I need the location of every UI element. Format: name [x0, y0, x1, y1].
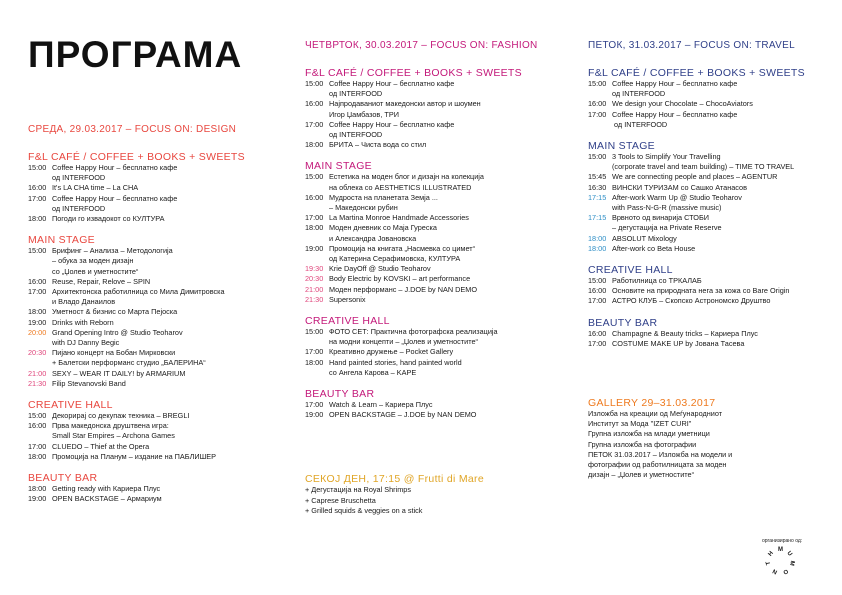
event-text: Champagne & Beauty tricks – Кариера Плус [612, 328, 758, 338]
time-label: 17:00 [588, 109, 607, 119]
event-text: од INTERFOOD [52, 203, 106, 213]
bar-heading: BEAUTY BAR [28, 472, 98, 485]
schedule-line [305, 223, 575, 233]
line-text: + Дегустација на Royal Shrimps [305, 485, 412, 495]
cafe-section [305, 67, 575, 150]
event-text: со Ангела Карова – KAPE [329, 367, 417, 377]
schedule-line [305, 368, 575, 378]
schedule-line [28, 328, 288, 338]
schedule-line [305, 295, 575, 305]
schedule-line [588, 79, 838, 89]
event-text: Мудроста на планетата Земја ... [329, 192, 438, 202]
schedule-line [588, 223, 838, 233]
schedule-line [28, 287, 288, 297]
event-text: Small Star Empires – Archona Games [52, 431, 175, 441]
time-label: 21:00 [305, 284, 324, 294]
schedule-line [588, 172, 838, 182]
schedule-line [588, 409, 838, 419]
stage-section [28, 234, 288, 389]
line-text: фотографии од работилницата за моден [588, 460, 727, 470]
time-label: 15:00 [28, 246, 47, 256]
time-label: 17:00 [28, 193, 47, 203]
line-text: Групна изложба на млади уметници [588, 429, 710, 439]
schedule-line [28, 214, 288, 224]
event-text: Grand Opening Intro @ Studio Teoharov [52, 327, 183, 337]
event-text: – обука за моден дизајн [52, 256, 134, 266]
event-text: на модни концепти – „Џолев и уметностите“ [329, 337, 478, 347]
event-text: Coffee Happy Hour – бесплатно кафе [329, 119, 455, 129]
bar-section [305, 388, 575, 420]
event-text: од INTERFOOD [52, 173, 106, 183]
time-label: 19:00 [305, 243, 324, 253]
logo-letter: M [787, 560, 795, 567]
event-text: Getting ready with Кариера Плус [52, 484, 161, 494]
time-label: 17:00 [305, 119, 324, 129]
event-text: After-work со Beta House [612, 243, 696, 253]
time-label: 18:00 [28, 451, 47, 461]
schedule-line [305, 496, 575, 506]
schedule-line [305, 89, 575, 99]
event-text: Reuse, Repair, Relove – SPIN [52, 276, 151, 286]
schedule-line [588, 276, 838, 286]
schedule-line [305, 347, 575, 357]
gallery-section [588, 397, 838, 480]
cafe-heading: F&L CAFÉ / COFFEE + BOOKS + SWEETS [588, 67, 805, 79]
event-text: Filip Stevanovski Band [52, 378, 126, 388]
time-label: 16:00 [28, 183, 47, 193]
schedule-line [28, 183, 288, 193]
time-label: 17:00 [28, 287, 47, 297]
time-label: 18:00 [28, 214, 47, 224]
event-text: Coffee Happy Hour – бесплатно кафе [329, 79, 455, 88]
time-label: 19:00 [28, 494, 47, 504]
schedule-line [28, 204, 288, 214]
event-text: Погоди го извадокот со КУЛТУРА [52, 214, 165, 224]
schedule-line [588, 234, 838, 244]
event-text: АСТРО КЛУБ – Скопско Астрономско Друштво [612, 296, 771, 306]
schedule-line [28, 194, 288, 204]
bar-heading: BEAUTY BAR [588, 316, 658, 329]
schedule-line [28, 256, 288, 266]
schedule-line [588, 213, 838, 223]
time-label: 17:15 [588, 213, 607, 223]
time-label: 16:00 [28, 421, 47, 431]
schedule-line [28, 379, 288, 389]
line-text: Групна изложба на фотографии [588, 439, 697, 449]
event-text: БРИТА – Чиста вода со стил [329, 140, 427, 150]
event-text: од INTERFOOD [612, 119, 668, 129]
time-label: 17:00 [588, 296, 607, 306]
event-text: Hand painted stories, hand painted world [329, 357, 462, 367]
event-text: COSTUME MAKE UP by Јована Тасева [612, 338, 745, 348]
event-text: Промоција на Планум – издание на ПАБЛИШЕР [52, 451, 217, 461]
time-label: 18:00 [28, 484, 47, 494]
day-column-thursday [305, 40, 575, 516]
time-label: 18:00 [28, 307, 47, 317]
event-text: We are connecting people and places – AGENTUR [612, 172, 778, 182]
line-text: + Caprese Bruschetta [305, 495, 376, 505]
schedule-line [305, 110, 575, 120]
event-text: Coffee Happy Hour – бесплатно кафе [612, 79, 738, 88]
time-label: 20:30 [305, 274, 324, 284]
hall-heading: CREATIVE HALL [305, 315, 390, 328]
schedule-line [305, 485, 575, 495]
schedule-line [28, 348, 288, 358]
schedule-line [305, 410, 575, 420]
schedule-line [28, 277, 288, 287]
time-label: 16:30 [588, 182, 607, 192]
schedule-line [305, 337, 575, 347]
schedule-line [305, 183, 575, 193]
day-heading: ЧЕТВРТОК, 30.03.2017 – FOCUS ON: FASHION [305, 40, 538, 51]
schedule-line [28, 411, 288, 421]
hall-heading: CREATIVE HALL [588, 264, 673, 277]
month-logo-icon [766, 548, 794, 576]
event-text: with Pass-N-G-R (massive music) [612, 203, 722, 213]
schedule-line [28, 246, 288, 256]
schedule-line [28, 431, 288, 441]
schedule-line [305, 285, 575, 295]
schedule-line [28, 421, 288, 431]
schedule-line [588, 99, 838, 109]
stage-section [305, 160, 575, 305]
hall-section [305, 315, 575, 378]
schedule-line [305, 79, 575, 89]
schedule-line [305, 193, 575, 203]
event-text: од INTERFOOD [329, 130, 383, 140]
schedule-line [305, 327, 575, 337]
logo-letter: H [767, 550, 776, 558]
event-text: Krie DayOff @ Studio Teoharov [329, 264, 431, 274]
day-heading: СРЕДА, 29.03.2017 – FOCUS ON: DESIGN [28, 124, 237, 135]
event-text: OPEN BACKSTAGE – J.DOE by NAN DEMO [329, 410, 477, 420]
event-text: + Балетски перформанс студио „БАЛЕРИНА“ [52, 358, 206, 368]
event-text: After-work Warm Up @ Studio Teoharov [612, 192, 742, 202]
event-text: with DJ Danny Begic [52, 338, 120, 348]
schedule-line [28, 318, 288, 328]
event-text: Најпродаваниот македонски автор и шоумен [329, 99, 481, 109]
schedule-line [305, 172, 575, 182]
logo-letter: U [785, 550, 793, 558]
line-text: + Grilled squids & veggies on a stick [305, 505, 423, 515]
day-column-wednesday [28, 124, 288, 504]
schedule-line [305, 140, 575, 150]
event-text: Coffee Happy Hour – бесплатно кафе [612, 109, 738, 119]
schedule-line [28, 442, 288, 452]
schedule-line [305, 264, 575, 274]
time-label: 15:00 [588, 276, 607, 286]
schedule-line [588, 440, 838, 450]
stage-heading: MAIN STAGE [305, 160, 372, 173]
time-label: 16:00 [588, 328, 607, 338]
schedule-line [28, 452, 288, 462]
time-label: 15:00 [588, 79, 607, 88]
time-label: 18:00 [588, 233, 607, 243]
event-text: It's LA CHA time – La CHA [52, 183, 139, 193]
event-text: ABSOLUT Mixology [612, 233, 677, 243]
schedule-line [588, 193, 838, 203]
cafe-section [28, 151, 288, 224]
event-text: Моден дневник со Маја Гуреска [329, 223, 437, 233]
event-text: SEXY – WEAR IT DAILY! by ARMARIUM [52, 368, 186, 378]
event-text: Прва македонска друштвена игра: [52, 421, 169, 431]
event-text: од Катерина Серафимовска, КУЛТУРА [329, 254, 461, 264]
logo-letter: T [765, 560, 773, 566]
stage-heading: MAIN STAGE [588, 140, 655, 153]
event-text: – Македонски рубин [329, 203, 398, 213]
schedule-line [588, 89, 838, 99]
time-label: 15:45 [588, 172, 607, 182]
schedule-line [305, 400, 575, 410]
time-label: 16:00 [305, 192, 324, 202]
event-text: Watch & Learn – Кариера Плус [329, 400, 433, 410]
event-text: од INTERFOOD [612, 89, 666, 99]
schedule-line [588, 152, 838, 162]
event-text: Coffee Happy Hour – бесплатно кафе [52, 163, 178, 172]
gallery-heading: GALLERY 29–31.03.2017 [588, 397, 716, 410]
time-label: 15:00 [305, 79, 324, 88]
time-label: 16:00 [588, 286, 607, 296]
time-label: 18:00 [305, 140, 324, 150]
time-label: 17:00 [305, 347, 324, 357]
event-text: Врвното од винарија СТОБИ [612, 213, 710, 223]
time-label: 17:00 [28, 441, 47, 451]
schedule-line [588, 329, 838, 339]
schedule-line [28, 494, 288, 504]
schedule-line [305, 130, 575, 140]
organizer-label: организирано од: [762, 538, 803, 544]
hall-section [28, 399, 288, 462]
time-label: 18:00 [305, 223, 324, 233]
time-label: 15:00 [28, 163, 47, 172]
time-label: 17:15 [588, 192, 607, 202]
event-text: Игор Џамбазов, ТРИ [329, 109, 399, 119]
schedule-line [588, 450, 838, 460]
event-text: со „Џолев и уметностите“ [52, 266, 139, 276]
time-label: 16:00 [305, 99, 324, 109]
schedule-line [588, 183, 838, 193]
time-label: 19:30 [305, 264, 324, 274]
schedule-line [28, 163, 288, 173]
schedule-line [588, 339, 838, 349]
time-label: 16:00 [28, 276, 47, 286]
event-text: (corporate travel and team building) – TIME TO TRAVEL [612, 162, 795, 172]
time-label: 21:00 [28, 368, 47, 378]
event-text: Работилница со ТРКАЛАБ [612, 276, 702, 286]
schedule-line [28, 267, 288, 277]
time-label: 21:30 [305, 294, 324, 304]
logo-letter: O [781, 567, 789, 575]
time-label: 15:00 [305, 172, 324, 182]
event-text: Основите на природната нега за кожа со Bare Origin [612, 286, 790, 296]
time-label: 20:30 [28, 348, 47, 358]
event-text: Декорирај со декупаж техника – BREGLI [52, 411, 190, 421]
event-text: We design your Chocolate – ChocoAviators [612, 99, 753, 109]
event-text: – дегустација на Private Reserve [612, 223, 722, 233]
schedule-line [588, 203, 838, 213]
schedule-line [305, 244, 575, 254]
organizer-logo [762, 538, 803, 576]
line-text: Институт за Мода "IZET CURI" [588, 419, 692, 429]
event-text: Брифинг – Анализа – Методологија [52, 246, 173, 256]
line-text: Изложба на креации од Меѓународниот [588, 409, 723, 419]
schedule-line [588, 110, 838, 120]
schedule-line [305, 274, 575, 284]
stage-heading: MAIN STAGE [28, 234, 95, 247]
event-text: Supersonix [329, 294, 366, 304]
bar-section [28, 472, 288, 504]
event-text: Архитектонска работилница со Мила Димитровска [52, 287, 225, 297]
schedule-line [305, 358, 575, 368]
hall-heading: CREATIVE HALL [28, 399, 113, 412]
event-text: Креативно дружење – Pocket Gallery [329, 347, 454, 357]
logo-letter: N [772, 567, 779, 575]
time-label: 19:00 [305, 410, 324, 420]
event-text: Моден перформанс – J.DOE by NAN DEMO [329, 284, 478, 294]
schedule-line [588, 429, 838, 439]
time-label: 20:00 [28, 327, 47, 337]
schedule-line [588, 296, 838, 306]
event-text: Drinks with Reborn [52, 317, 114, 327]
time-label: 15:00 [588, 152, 607, 162]
daily-heading: СЕКОЈ ДЕН, 17:15 @ Frutti di Mare [305, 473, 484, 486]
time-label: 17:00 [588, 338, 607, 348]
time-label: 16:00 [588, 99, 607, 109]
event-text: OPEN BACKSTAGE – Армариум [52, 494, 162, 504]
schedule-line [305, 99, 575, 109]
daily-section [305, 473, 575, 516]
schedule-line [305, 203, 575, 213]
event-text: Body Electric by KOVSKI – art performance [329, 274, 471, 284]
event-text: од INTERFOOD [329, 89, 383, 99]
time-label: 18:00 [588, 243, 607, 253]
schedule-line [305, 234, 575, 244]
event-text: Пијано концерт на Бобан Мирковски [52, 348, 176, 358]
hall-section [588, 264, 838, 307]
schedule-line [588, 162, 838, 172]
event-text: 3 Tools to Simplify Your Travelling [612, 152, 721, 162]
time-label: 15:00 [305, 327, 324, 337]
schedule-line [588, 470, 838, 480]
schedule-line [28, 307, 288, 317]
page-title: ПРОГРАМА [28, 34, 243, 75]
event-text: Естетика на моден блог и дизајн на колекција [329, 172, 484, 182]
event-text: ВИНСКИ ТУРИЗАМ со Сашко Атанасов [612, 182, 747, 192]
schedule-line [588, 460, 838, 470]
schedule-line [28, 338, 288, 348]
cafe-heading: F&L CAFÉ / COFFEE + BOOKS + SWEETS [305, 67, 522, 79]
time-label: 17:00 [305, 213, 324, 223]
event-text: и Владо Данаилов [52, 297, 116, 307]
schedule-line [305, 506, 575, 516]
line-text: ПЕТОК 31.03.2017 – Изложба на модели и [588, 449, 733, 459]
schedule-line [588, 286, 838, 296]
event-text: на облека со AESTHETICS ILLUSTRATED [329, 182, 472, 192]
stage-section [588, 140, 838, 254]
schedule-line [588, 120, 838, 130]
event-text: ФОТО СЕТ: Практична фотографска реализација [329, 327, 498, 337]
schedule-line [588, 419, 838, 429]
event-text: Уметност & бизнис со Марта Пејоска [52, 307, 178, 317]
time-label: 15:00 [28, 411, 47, 421]
time-label: 17:00 [305, 400, 324, 410]
schedule-line [305, 254, 575, 264]
bar-heading: BEAUTY BAR [305, 388, 375, 401]
event-text: La Martina Monroe Handmade Accessories [329, 213, 469, 223]
event-text: Промоција на книгата „Насмевка со цимет“ [329, 243, 476, 253]
event-text: CLUEDO – Thief at the Opera [52, 441, 150, 451]
schedule-line [305, 120, 575, 130]
bar-section [588, 317, 838, 349]
cafe-heading: F&L CAFÉ / COFFEE + BOOKS + SWEETS [28, 151, 245, 163]
schedule-line [305, 213, 575, 223]
day-heading: ПЕТОК, 31.03.2017 – FOCUS ON: TRAVEL [588, 40, 795, 51]
time-label: 21:30 [28, 378, 47, 388]
cafe-section [588, 67, 838, 130]
schedule-line [588, 244, 838, 254]
schedule-line [28, 358, 288, 368]
schedule-line [28, 484, 288, 494]
schedule-line [28, 369, 288, 379]
event-text: и Александра Јовановска [329, 233, 417, 243]
day-column-friday [588, 40, 838, 480]
time-label: 19:00 [28, 317, 47, 327]
time-label: 18:00 [305, 357, 324, 367]
schedule-line [28, 173, 288, 183]
event-text: Coffee Happy Hour – бесплатно кафе [52, 193, 178, 203]
logo-letter: M [778, 547, 783, 553]
schedule-line [28, 297, 288, 307]
line-text: дизајн – „Џолев и уметностите“ [588, 470, 695, 480]
